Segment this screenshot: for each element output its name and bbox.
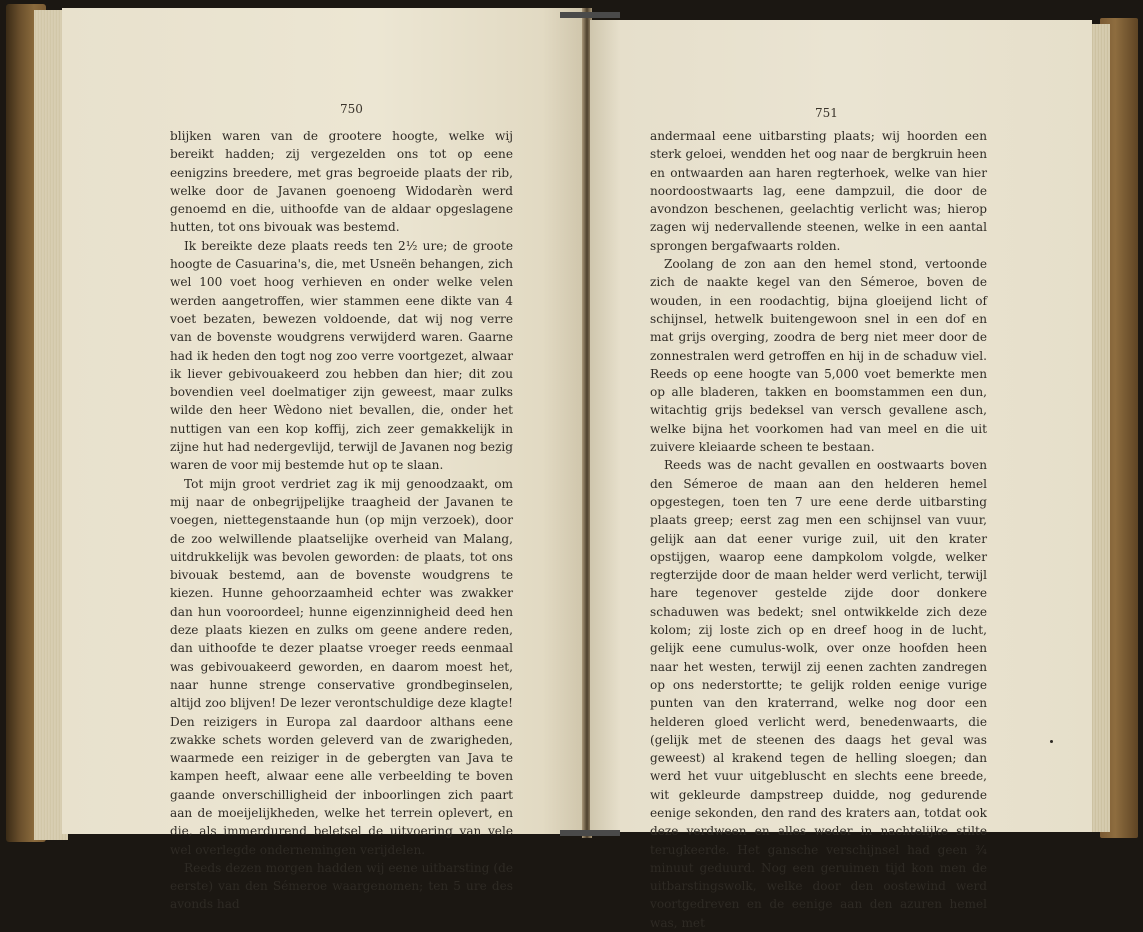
right-paragraph-1: andermaal eene uitbarsting plaats; wij hoorden een sterk geloei, wendden het oog naar de bergkruin heen en ontwaarden aan haren regterhoek, welke van hier noordoostwaarts lag, eene dampzuil, die door de avondzon beschenen, geelachtig verlicht was; hierop zagen wij nedervallende steenen, welke in een aantal sprongen bergafwaarts rolden. [650, 129, 987, 253]
binding-strip-bottom [560, 830, 620, 836]
left-paragraph-4: Reeds dezen morgen hadden wij eene uitbarsting (de eerste) van den Sémeroe waargenomen; ten 5 ure des avonds had [170, 860, 513, 912]
right-page-text [650, 127, 987, 932]
page-speck [1050, 740, 1053, 743]
right-paragraph-3: Reeds was de nacht gevallen en oostwaarts boven den Sémeroe de maan aan den helderen hemel opgestegen, toen ten 7 ure eene derde uitbarsting plaats greep; eerst zag men een schijnsel van vuur, gelijk aan dat eener vurige zuil, uit den krater opstijgen, waarop eene dampkolom volgde, welker regterzijde door de maan helder werd verlicht, terwijl hare tegenover gestelde zijde door donkere schaduwen was bedekt; snel ontwikkelde zich deze kolom; zij loste zich op en dreef hoog in de lucht, gelijk eene cumulus-wolk, over onze hoofden heen naar het westen, terwijl zij eenen zachten zandregen op ons nederstortte; te gelijk rolden eenige vurige punten van den kraterrand, welke nog door een helderen gloed verlicht werd, benedenwaarts, die (gelijk met de steenen des daags het geval was geweest) al krakend tegen de helling sloegen; dan werd het vuur uitgebluscht en slechts eene breede, wit gekleurde dampstreep duidde, nog gedurende eenige sekonden, den rand des kraters aan, totdat ook deze verdween en alles weder in nachtelijke stilte terugkeerde. Het gansche verschijnsel had geen ¾ minuut geduurd. Nog een geruimen tijd kon men de uitbarstingswolk, welke door den oostewind werd voortgedreven en de eenige aan den azuren hemel was, met [650, 458, 987, 930]
right-paragraph-2: Zoolang de zon aan den hemel stond, vertoonde zich de naakte kegel van den Sémeroe, boven de wouden, in een roodachtig, bijna gloeijend licht of schijnsel, hetwelk buitengewoon snel in een dof en mat grijs overging, zoodra de berg niet meer door de zonnestralen werd getroffen en hij in de schaduw viel. Reeds op eene hoogte van 5,000 voet bemerkte men op alle bladeren, takken en boomstammen een dun, witachtig grijs bedeksel van versch gevallene asch, welke bijna het voorkomen had van meel en die uit zuivere kleiaarde scheen te bestaan. [650, 257, 987, 455]
left-page-number: 750 [340, 102, 363, 116]
left-paragraph-1: blijken waren van de grootere hoogte, welke wij bereikt hadden; zij vergezelden ons tot op eene eenigzins breedere, met gras begroeide plaats der rib, welke door de Javanen goenoeng Widodarèn werd genoemd en die, uithoofde van de aldaar opgeslagene hutten, tot ons bivouak was bestemd. [170, 129, 513, 235]
right-page-number: 751 [815, 106, 838, 120]
left-page-text [170, 127, 513, 914]
left-paragraph-3: Tot mijn groot verdriet zag ik mij genoodzaakt, om mij naar de onbegrijpelijke traagheid der Javanen te voegen, niettegenstaande hun (op mijn verzoek), door de zoo welwillende plaatselijke overheid van Malang, uitdrukkelijk was bevolen geworden: de plaats, tot ons bivouak bestemd, aan de bovenste woudgrens te kiezen. Hunne gehoorzaamheid echter was zwakker dan hun vooroordeel; hunne eigenzinnigheid deed hen deze plaats kiezen en zulks om geene andere reden, dan uithoofde te dezer plaatse vroeger reeds eenmaal was gebivouakeerd geworden, en daarom moest het, naar hunne strenge conservative grondbeginselen, altijd zoo blijven! De lezer verontschuldige deze klagte! Den reizigers in Europa zal daardoor althans eene zwakke schets worden geleverd van de zwarigheden, waarmede een reiziger in de gebergten van Java te kampen heeft, alwaar eene alle verbeelding te boven gaande onverschilligheid der inboorlingen zich paart aan de moeijelijkheden, welke het terrein oplevert, en die, als immerdurend beletsel de uitvoering van vele wel overlegde ondernemingen verijdelen. [170, 476, 513, 857]
binding-strip-top [560, 12, 620, 18]
left-paragraph-2: Ik bereikte deze plaats reeds ten 2½ ure; de groote hoogte de Casuarina's, die, met Usneën behangen, zich wel 100 voet hoog verhieven en onder welke velen werden aangetroffen, wier stammen eene dikte van 4 voet bezaten, bewezen voldoende, dat wij nog verre van de bovenste woudgrens verwijderd waren. Gaarne had ik heden den togt nog zoo verre voortgezet, alwaar ik liever gebivouakeerd zou hebben dan hier; dit zou bovendien veel doelmatiger zijn geweest, maar zulks wilde den heer Wèdono niet bevallen, die, onder het nuttigen van een kop koffij, zich zeer gemakkelijk in zijne hut had nedergevlijd, terwijl de Javanen nog bezig waren de voor mij bestemde hut op te slaan. [170, 238, 513, 473]
